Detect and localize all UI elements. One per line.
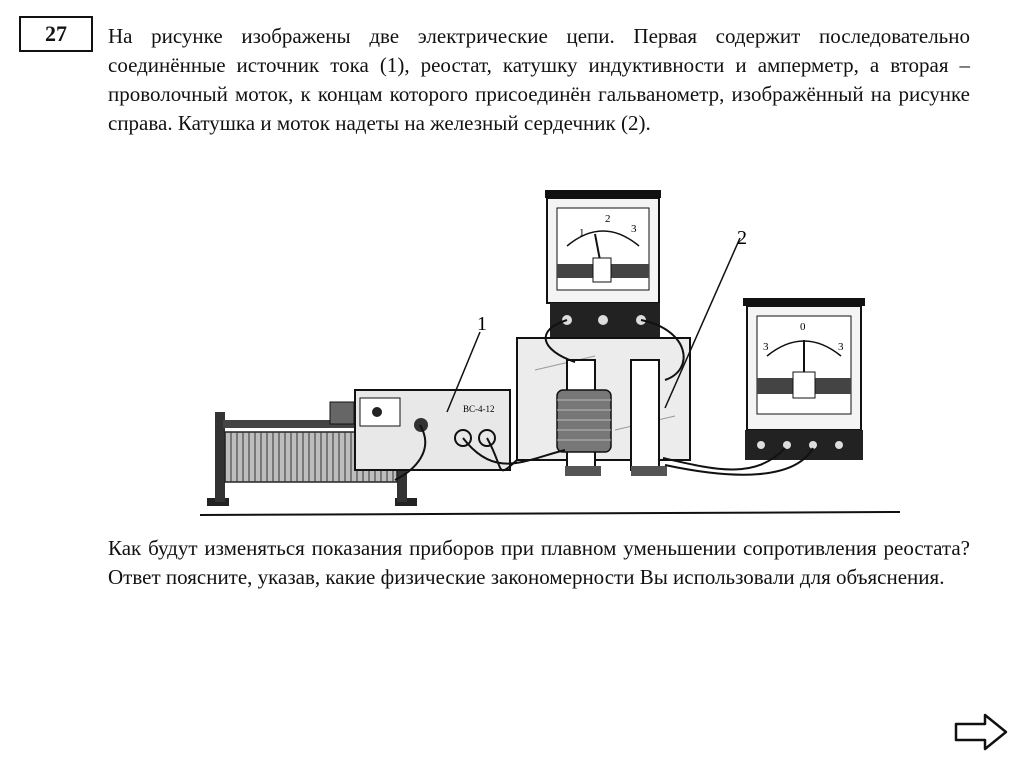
ammeter-scale-2: 2 xyxy=(605,213,611,225)
galvanometer-scale-right: 3 xyxy=(838,341,844,353)
galvanometer-scale-zero: 0 xyxy=(800,321,806,333)
circuit-illustration xyxy=(195,180,910,525)
ammeter-scale-1: 1 xyxy=(579,227,585,239)
ammeter-scale-3: 3 xyxy=(631,223,637,235)
galvanometer xyxy=(743,298,865,460)
label-1: 1 xyxy=(477,313,487,335)
task-number: 27 xyxy=(45,21,67,46)
next-slide-button[interactable] xyxy=(953,712,1009,752)
iron-core-with-coils xyxy=(517,338,690,476)
label-2: 2 xyxy=(737,227,747,249)
galvanometer-scale-left: 3 xyxy=(763,341,769,353)
source-marking: ВС-4-12 xyxy=(463,404,495,414)
task-number-box xyxy=(19,16,93,52)
task-question: Как будут изменяться показания приборов при плавном уменьшении сопротивления реостата? Ответ поясните, указав, какие физические закономерности Вы использовали для объяснения. xyxy=(108,536,970,589)
task-description: На рисунке изображены две электрические цепи. Первая содержит последовательно соединённые источник тока (1), реостат, катушку индуктивности и амперметр, а вторая – проволочный моток, к концам которого присоединён гальванометр, изображённый на рисунке справа. Катушка и моток надеты на железный сердечник (2). xyxy=(108,24,970,135)
ammeter xyxy=(545,190,661,337)
outline-right-arrow-icon xyxy=(953,712,1009,752)
